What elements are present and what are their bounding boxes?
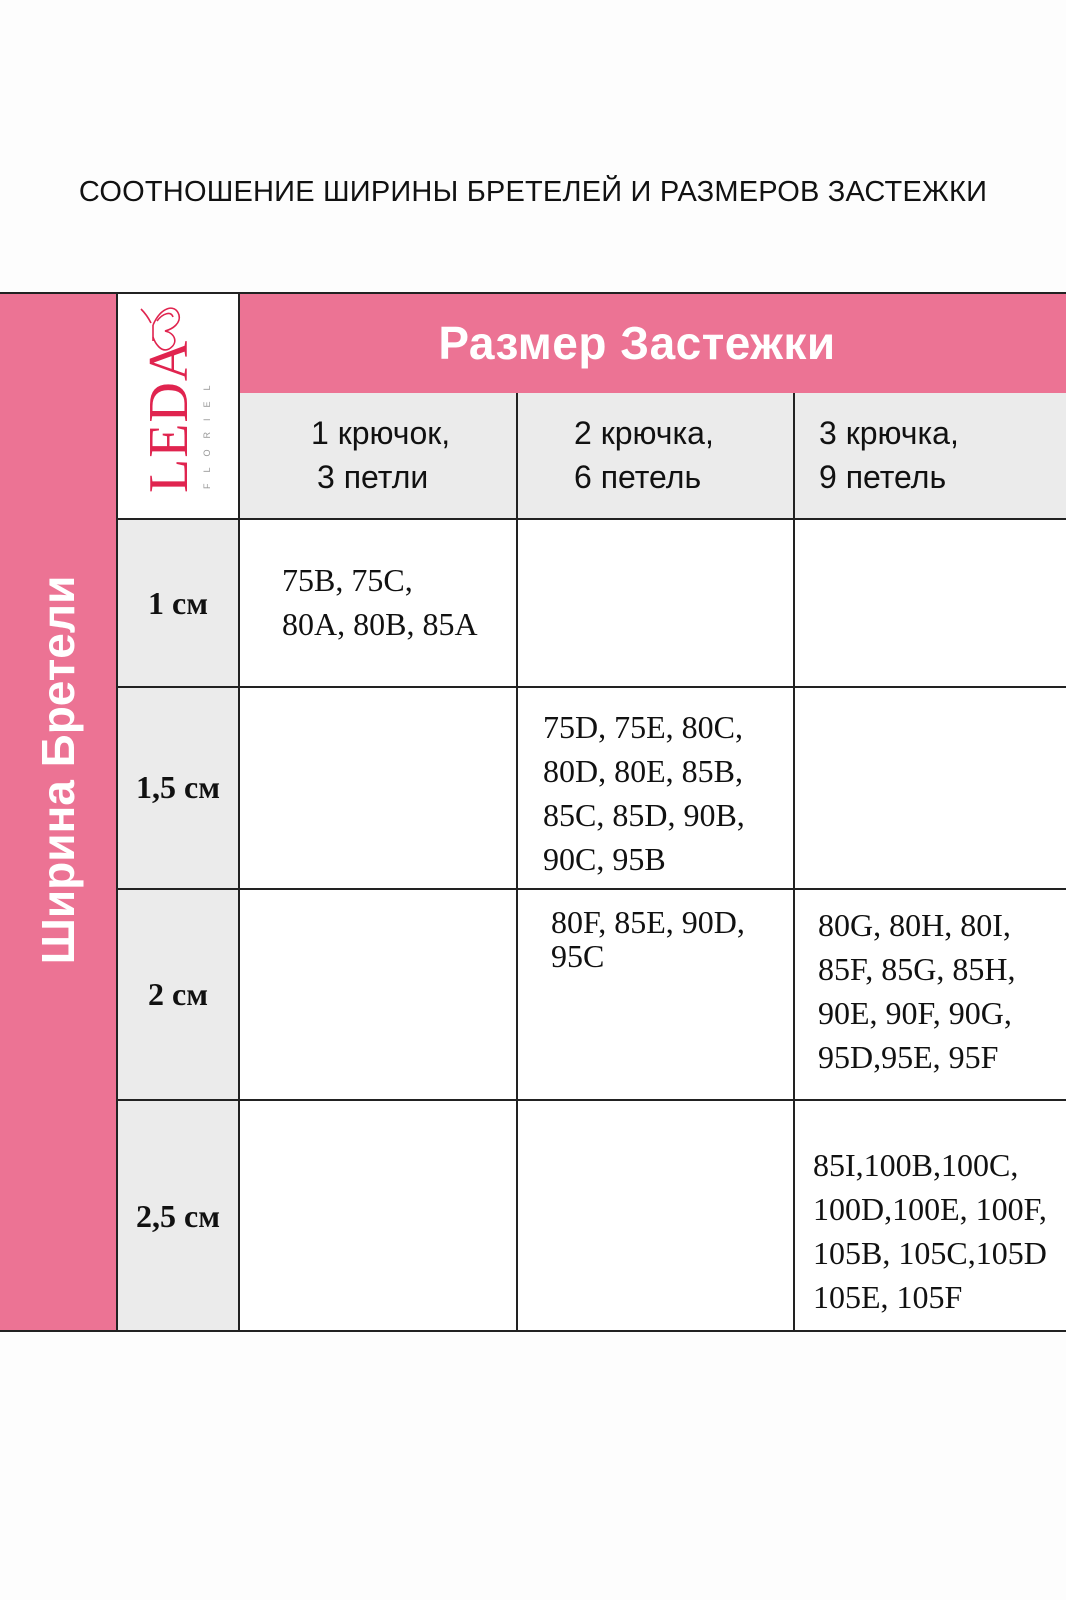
- strap-width-label-text: Ширина Бретели: [32, 575, 84, 965]
- column-header-line: 3 петли: [317, 459, 429, 495]
- column-header-line: 1 крючок,: [311, 415, 451, 451]
- row-header-1cm: 1 см: [117, 520, 239, 686]
- cell-line: 85I,100B,100C,: [813, 1147, 1019, 1183]
- cell-line: 85C, 85D, 90B,: [543, 797, 745, 833]
- brand-logo: [117, 293, 239, 519]
- table-border: [116, 293, 118, 1331]
- column-header-line: 3 крючка,: [819, 415, 959, 451]
- cell-line: 95C: [551, 938, 605, 974]
- table-border: [117, 1099, 1066, 1101]
- column-header-line: 2 крючка,: [574, 415, 714, 451]
- logo-sub-text: FLORIEL: [202, 374, 212, 489]
- row-header-1-5cm: 1,5 см: [117, 687, 239, 888]
- table-cell: [518, 520, 794, 686]
- column-header-line: 6 петель: [574, 459, 702, 495]
- cell-line: 80F, 85E, 90D,: [551, 904, 745, 940]
- column-header-row: [239, 393, 1066, 519]
- cell-line: 75D, 75E, 80C,: [543, 709, 743, 745]
- cell-line: 85F, 85G, 85H,: [818, 951, 1016, 987]
- cell-line: 80A, 80B, 85A: [282, 606, 478, 642]
- table-cell: [795, 889, 1066, 1100]
- cell-line: 105B, 105C,105D: [813, 1235, 1047, 1271]
- logo-brand-text: LEDA: [138, 339, 200, 493]
- cell-line: 95D,95E, 95F: [818, 1039, 999, 1075]
- cell-line: 80D, 80E, 85B,: [543, 753, 743, 789]
- clasp-size-header: [239, 293, 1066, 393]
- table-border: [793, 393, 795, 1330]
- table-cell: [795, 520, 1066, 686]
- page-title: СООТНОШЕНИЕ ШИРИНЫ БРЕТЕЛЕЙ И РАЗМЕРОВ ЗАСТЕЖКИ: [78, 176, 988, 208]
- table-border: [117, 686, 1066, 688]
- table-cell: [518, 889, 794, 1100]
- table-cell: [240, 1101, 517, 1331]
- table-cell: [518, 687, 794, 888]
- row-header-2cm: 2 см: [117, 889, 239, 1100]
- clasp-size-title: Размер Застежки: [438, 317, 836, 369]
- table-cell: [518, 1101, 794, 1331]
- table-cell: [240, 687, 517, 888]
- table-border: [117, 888, 1066, 890]
- cell-line: 105E, 105F: [813, 1279, 963, 1315]
- column-header-2-hooks: [574, 393, 714, 519]
- column-header-1-hook: [311, 393, 450, 519]
- table-border: [516, 393, 518, 1330]
- table-border: [117, 518, 1066, 520]
- table-cell: [240, 520, 517, 686]
- column-header-3-hooks: [819, 393, 959, 519]
- cell-line: 90C, 95B: [543, 841, 666, 877]
- table-border: [0, 1330, 1066, 1332]
- cell-line: 100D,100E, 100F,: [813, 1191, 1047, 1227]
- cell-line: 75B, 75C,: [282, 562, 413, 598]
- column-header-line: 9 петель: [819, 459, 947, 495]
- table-cell: [795, 1101, 1066, 1331]
- table-cell: [240, 889, 517, 1100]
- table-border: [238, 293, 240, 1331]
- cell-line: 90E, 90F, 90G,: [818, 995, 1012, 1031]
- table-border: [0, 292, 1066, 294]
- leda-logo-icon: [117, 293, 239, 519]
- cell-line: 80G, 80H, 80I,: [818, 907, 1011, 943]
- table-cell: [795, 687, 1066, 888]
- row-header-2-5cm: 2,5 см: [117, 1101, 239, 1331]
